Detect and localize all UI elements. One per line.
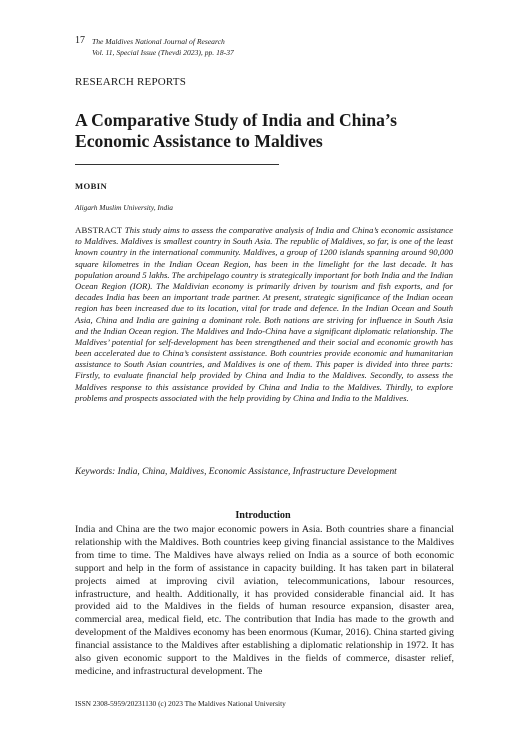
journal-name: The Maldives National Journal of Research	[92, 37, 225, 46]
page-footer: ISSN 2308-5959/20231130 (c) 2023 The Maldives National University	[75, 699, 286, 708]
article-title: A Comparative Study of India and China’s Economic Assistance to Maldives	[75, 110, 397, 151]
introduction-text: India and China are the two major economic powers in Asia. Both countries share a financial relationship with the Maldives. Both countries keep giving financial assistance to the Maldives from time to time. The Maldives have always relied on India as a source of both economic support and help in the form of assistance in capacity building. It has taken part in bilateral projects aimed at improving civil aviation, telecommunications, labour resources, infrastructure, and health. Additionally, it has provided considerable financial aid. It has provided aid to the Maldives in the fields of human resource expansion, disaster area, commercial area, medical field, etc. The contribution that India has made to the growth and development of the Maldives economy has been enormous (Kumar, 2016). China started giving financial assistance to the Maldives after establishing a diplomatic relationship in 1972. It has also given economic support to the Maldives in the fields of commerce, disaster relief, medicine, and infrastructural development. The	[75, 524, 454, 677]
introduction-heading: Introduction	[235, 510, 291, 521]
author-name: MOBIN	[75, 181, 108, 191]
journal-volume: Vol. 11, Special Issue (Thevdi 2023), pp. 18-37	[92, 48, 234, 57]
title-divider	[75, 164, 279, 165]
abstract	[75, 225, 453, 404]
page-number: 17	[75, 35, 85, 46]
journal-citation	[92, 36, 234, 58]
author-affiliation: Aligarh Muslim University, India	[75, 203, 173, 212]
abstract-label: ABSTRACT	[75, 225, 123, 235]
keywords: Keywords: India, China, Maldives, Economic Assistance, Infrastructure Development	[75, 467, 397, 477]
section-label: RESEARCH REPORTS	[75, 76, 187, 88]
abstract-text: This study aims to assess the comparative analysis of India and China’s economic assistance to Maldives. Maldives is smallest country in South Asia. The republic of Maldives, so far, is one of the least known country in the international community. Maldives, a group of 1200 islands spanning around 90,000 square kilometres in the Indian Ocean Region, has been in the limelight for the last decade. It has population around 5 lakhs. The archipelago country is strategically important for both India and the Indian Ocean Region (IOR). The Maldivian economy is primarily driven by tourism and fish exports, and for decades India has been an important trade partner. At present, strategic significance of the Indian ocean region has been increased due to its location, vital for trade and defence. In the Indian Ocean and South Asia, China and India are gaining a dominant role. Both nations are striving for influence in South Asia and the Indian Ocean region. The Maldives and Indo-China have a significant diplomatic relationship. The Maldives’ potential for self-development has been strengthened and their social and economic growth has been accelerated due to China’s consistent assistance. Both countries provide economic and humanitarian assistance to South Asian countries, and Maldives is one of them. This paper is divided into three parts: Firstly, to evaluate financial help provided by China and India to the Maldives. Secondly, to assess the Maldives response to this assistance provided by China and India to the Maldives. Thirdly, to explore problems and prospects associated with the help providing by China and India to the Maldives.	[75, 225, 453, 403]
